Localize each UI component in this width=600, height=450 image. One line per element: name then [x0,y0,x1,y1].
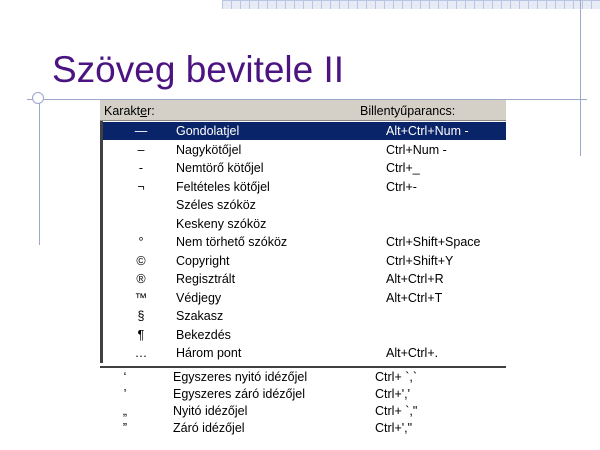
character-shortcut: Ctrl+Shift+Y [386,253,454,268]
character-row-nem-torheto-szokoz[interactable] [103,233,506,251]
character-row-vedjegy[interactable] [103,289,506,307]
character-shortcut: Ctrl+Num - [386,142,447,157]
character-name: Nem törhető szóköz [176,235,288,249]
character-symbol: … [134,346,148,360]
character-shortcut: Alt+Ctrl+T [386,290,443,305]
character-name: Copyright [176,253,230,268]
character-shortcut: Ctrl+- [386,179,417,194]
character-row-felteteles-kotojel[interactable] [103,178,506,196]
character-column-label: Karakter: [104,104,155,118]
character-symbol: © [136,253,146,268]
quote-symbol: ” [122,421,128,435]
character-symbol: ™ [134,290,148,305]
quote-row-zaro-idezojel[interactable] [103,420,506,437]
character-symbol: ° [138,235,144,249]
quote-shortcut: Ctrl+',' [375,387,410,401]
character-name: Szakasz [176,309,224,323]
special-characters-dialog [100,100,506,440]
character-name: Nemtörő kötőjel [176,161,264,175]
quote-symbol: ‘ [123,370,127,384]
quote-shortcut: Ctrl+ `,` [375,370,418,384]
quote-name: Nyitó idézőjel [173,404,248,418]
character-shortcut: Alt+Ctrl+Num - [386,124,469,138]
character-symbol: ¶ [137,327,145,342]
quote-shortcut: Ctrl+ `," [375,404,418,418]
character-name: Feltételes kötőjel [176,179,270,194]
character-row-regisztralt[interactable] [103,270,506,288]
quote-symbol: „ [122,404,128,418]
quote-row-egyszeres-zaro-idezojel[interactable] [103,386,506,403]
quote-row-egyszeres-nyito-idezojel[interactable] [103,369,506,386]
character-symbol: - [138,161,144,175]
character-name: Három pont [176,346,242,360]
character-symbol: ® [136,272,146,286]
character-symbol: — [134,124,148,138]
character-row-szeles-szokoz[interactable] [103,196,506,214]
left-decorative-line [39,92,40,245]
character-row-nemtoro-kotojel[interactable] [103,159,506,177]
list-separator [100,366,506,368]
column-header [100,100,506,121]
character-row-copyright[interactable] [103,252,506,270]
character-row-gondolatjel[interactable] [103,122,506,140]
character-shortcut: Ctrl+Shift+Space [386,235,481,249]
character-shortcut: Ctrl+_ [386,161,420,175]
grid-decoration [222,0,600,9]
character-symbol: ¬ [137,179,145,194]
character-symbol: § [137,309,145,323]
quote-row-nyito-idezojel[interactable] [103,403,506,420]
character-shortcut: Alt+Ctrl+. [386,346,439,360]
character-name: Keskeny szóköz [176,216,267,231]
accelerator-letter: e [140,104,148,118]
circle-decoration [32,92,44,104]
character-row-keskeny-szokoz[interactable] [103,215,506,233]
character-row-szakasz[interactable] [103,307,506,325]
character-row-bekezdes[interactable] [103,326,506,344]
slide-title: Szöveg bevitele II [52,49,345,90]
character-name: Regisztrált [176,272,236,286]
quote-symbol: ’ [123,387,127,401]
character-symbol: – [137,142,145,157]
character-name: Bekezdés [176,327,231,342]
quote-name: Záró idézőjel [173,421,245,435]
quote-name: Egyszeres záró idézőjel [173,387,306,401]
right-decorative-line [580,0,581,156]
character-shortcut: Alt+Ctrl+R [386,272,444,286]
quote-name: Egyszeres nyitó idézőjel [173,370,308,384]
character-name: Gondolatjel [176,124,240,138]
character-name: Széles szóköz [176,198,256,212]
shortcut-column-label: Billentyűparancs: [360,104,456,118]
character-row-harom-pont[interactable] [103,344,506,362]
character-name: Védjegy [176,290,222,305]
character-row-nagykotojel[interactable] [103,141,506,159]
quote-shortcut: Ctrl+'," [375,421,413,435]
character-name: Nagykötőjel [176,142,242,157]
